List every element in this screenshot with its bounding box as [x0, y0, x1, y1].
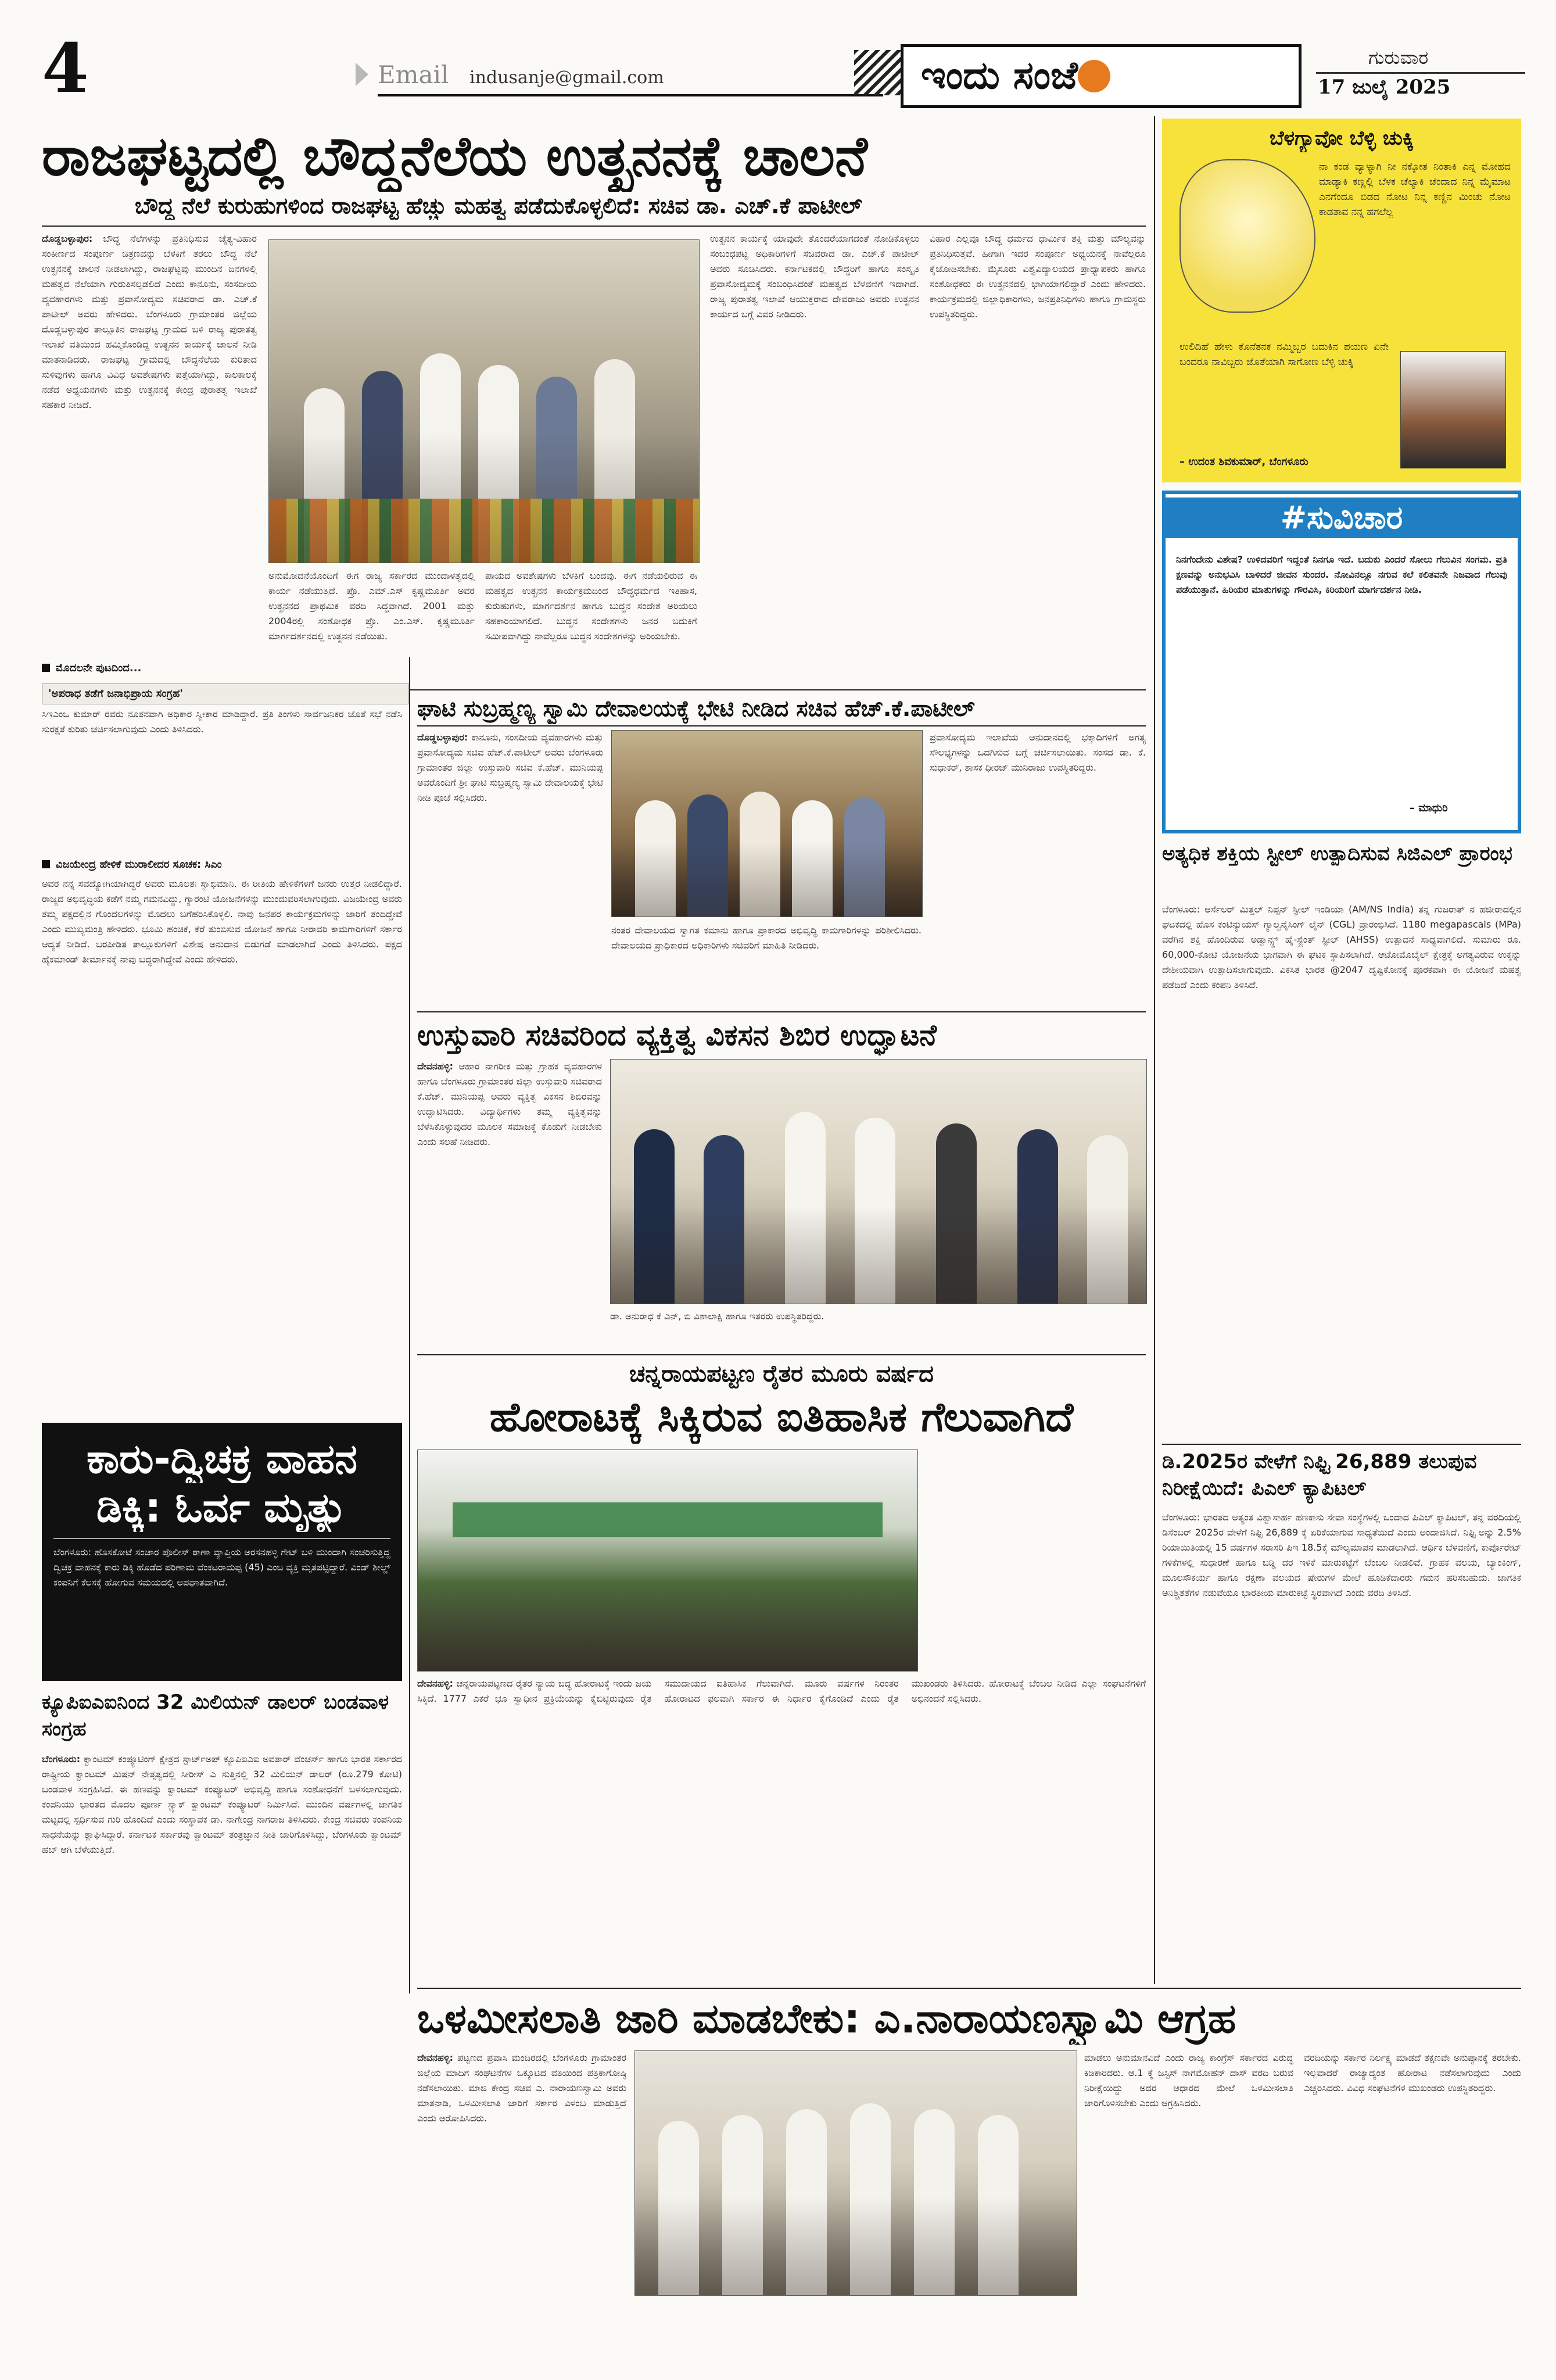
- olameesalathi-col-3: ವರದಿಯನ್ನು ಸರ್ಕಾರ ನಿರ್ಲಕ್ಷ್ಯ ಮಾಡದೆ ತಕ್ಷಣವೇ ಅನುಷ್ಠಾನಕ್ಕೆ ತರಬೇಕು. ಇಲ್ಲವಾದರೆ ರಾಜ್ಯಾದ್ಯಂತ ಹೋರಾಟ ನಡೆಸಲಾಗುವುದು ಎಂದು ಎಚ್ಚರಿಸಿದರು. ವಿವಿಧ ಸಂಘಟನೆಗಳ ಮುಖಂಡರು ಉಪಸ್ಥಿತರಿದ್ದರು.: [1304, 2052, 1521, 2093]
- usthuvari-dateline: ದೇವನಹಳ್ಳಿ:: [417, 1061, 453, 1072]
- channarayapatna-body: [417, 1676, 1146, 1920]
- lead-col-4: ಉತ್ಖನನ ಕಾರ್ಯಕ್ಕೆ ಯಾವುದೇ ತೊಂದರೆಯಾಗದಂತೆ ನೋಡಿಕೊಳ್ಳಲು ಸಂಬಂಧಪಟ್ಟ ಅಧಿಕಾರಿಗಳಿಗೆ ಸಚಿವರಾದ ಡಾ. ಎಚ್.ಕೆ ಪಾಟೀಲ್ ಅವರು ಸೂಚಿಸಿದರು. ಕರ್ನಾಟಕದಲ್ಲಿ ಬೌದ್ಧರಿಗೆ ಹಾಗೂ ಸಂಸ್ಕೃತಿ ಪ್ರವಾಸೋದ್ಯಮಕ್ಕೆ ಸಂಬಂಧಿಸಿದಂತೆ ಮಹತ್ವದ ಬೆಳವಣಿಗೆ ಇದಾಗಿದೆ. ರಾಜ್ಯ ಪುರಾತತ್ವ ಇಲಾಖೆ ಆಯುಕ್ತರಾದ ದೇವರಾಜು ಅವರು ಉತ್ಖನನ ಕಾರ್ಯದ ಬಗ್ಗೆ ವಿವರ ನೀಡಿದರು.: [710, 233, 919, 320]
- paper-name: ಇಂದು ಸಂಜೆ: [921, 53, 1078, 98]
- photo-figure: [658, 2121, 699, 2295]
- bullet-square-icon: [42, 664, 50, 672]
- usthuvari-photo: [610, 1059, 1147, 1304]
- photo-figure: [722, 2115, 763, 2295]
- lead-col-3: ಪಾಯದ ಅವಶೇಷಗಳು ಬೆಳಕಿಗೆ ಬಂದವು. ಈಗ ನಡೆಯಲಿರುವ ಈ ಮಹತ್ವದ ಉತ್ಖನನ ಕಾರ್ಯಕ್ರಮದಿಂದ ಬೌದ್ಧಧರ್ಮದ ಇತಿಹಾಸ, ಕುರುಹುಗಳು, ಮಾರ್ಗದರ್ಶನ ಹಾಗೂ ಬುದ್ಧನ ಸಂದೇಶ ಅರಿಯಲು ಸಹಕಾರಿಯಾಗಲಿದೆ. ಬುದ್ಧನ ಸಂದೇಶಗಳು ಜನರ ಬದುಕಿಗೆ ಸಮೀಪವಾಗಿದ್ದು ನಾವೆಲ್ಲರೂ ಬುದ್ಧನ ಸಂದೇಶಗಳನ್ನು ಅರಿಯಬೇಕು.: [485, 570, 697, 642]
- photo-figure: [634, 1129, 675, 1304]
- left-col-divider: [409, 657, 410, 1994]
- lead-subhead: ಬೌದ್ಧ ನೆಲೆ ಕುರುಹುಗಳಿಂದ ರಾಜಘಟ್ಟ ಹೆಚ್ಚು ಮಹತ್ವ ಪಡೆದುಕೊಳ್ಳಲಿದೆ: ಸಚಿವ ಡಾ. ಎಚ್.ಕೆ ಪಾಟೀಲ್: [135, 193, 862, 219]
- photo-figure: [687, 794, 728, 917]
- usthuvari-body: [417, 1059, 602, 1350]
- photo-figure: [978, 2115, 1019, 2295]
- accident-box: [42, 1423, 402, 1681]
- steel-headline: ಅತ್ಯಧಿಕ ಶಕ್ತಿಯ ಸ್ಟೀಲ್ ಉತ್ಪಾದಿಸುವ ಸಿಜಿಎಲ್ ಪ್ರಾರಂಭ: [1162, 842, 1512, 865]
- qpiai-headline: ಕ್ಯೂಪಿಐಎಐನಿಂದ 32 ಮಿಲಿಯನ್ ಡಾಲರ್ ಬಂಡವಾಳ ಸಂಗ್ರಹ: [42, 1691, 389, 1741]
- email-arrow-icon: [356, 63, 368, 86]
- photo-figure: [786, 2109, 827, 2295]
- masthead-underline: [378, 94, 883, 96]
- bullet-item-2-label: 'ಅಪರಾಧ ತಡೆಗೆ ಜನಾಭಿಪ್ರಾಯ ಸಂಗ್ರಹ': [42, 683, 409, 704]
- bullet-item-1-label[interactable]: ಮೊದಲನೇ ಪುಟದಿಂದ...: [56, 661, 142, 674]
- channarayapatna-body-text: ಚನ್ನರಾಯಪಟ್ಟಣದ ರೈತರ ನ್ಯಾಯ ಬದ್ಧ ಹೋರಾಟಕ್ಕೆ ಇಂದು ಜಯ ಸಿಕ್ಕಿದೆ. 1777 ಎಕರೆ ಭೂ ಸ್ವಾಧೀನ ಪ್ರಕ್ರಿಯೆಯನ್ನು ಕೈಬಿಟ್ಟಿರುವುದು ರೈತ ಸಮುದಾಯದ ಐತಿಹಾಸಿಕ ಗೆಲುವಾಗಿದೆ. ಮೂರು ವರ್ಷಗಳ ನಿರಂತರ ಹೋರಾಟದ ಫಲವಾಗಿ ಸರ್ಕಾರ ಈ ನಿರ್ಧಾರ ಕೈಗೊಂಡಿದೆ ಎಂದು ರೈತ ಮುಖಂಡರು ತಿಳಿಸಿದರು. ಹೋರಾಟಕ್ಕೆ ಬೆಂಬಲ ನೀಡಿದ ಎಲ್ಲಾ ಸಂಘಟನೆಗಳಿಗೆ ಅಭಿನಂದನೆ ಸಲ್ಲಿಸಿದರು.: [417, 1678, 1146, 1704]
- accident-headline-line2: ಡಿಕ್ಕಿ: ಓರ್ವ ಮೃತ್ಯು: [96, 1484, 348, 1531]
- poem-author-photo: [1400, 351, 1506, 468]
- ghati-col-1: [417, 730, 603, 1009]
- photo-figure: [635, 800, 676, 917]
- qpiai-body: [42, 1752, 402, 2350]
- lead-col-1-text: ಬೌದ್ಧ ನೆಲೆಗಳನ್ನು ಪ್ರತಿನಿಧಿಸುವ ಚೈತ್ಯ-ವಿಹಾರ ಸಂಕೀರ್ಣದ ಸಂಪೂರ್ಣ ಚಿತ್ರಣವನ್ನು ಬೆಳಕಿಗೆ ತರಲು ಬೌದ್ಧ ನೆಲೆ ಉತ್ಖನನಕ್ಕೆ ಚಾಲನೆ ನೀಡಲಾಗಿದ್ದು, ರಾಜಘಟ್ಟವು ಮುಂದಿನ ದಿನಗಳಲ್ಲಿ ಮಹತ್ವದ ನೆಲೆಯಾಗಿ ಗುರುತಿಸಲ್ಪಡಲಿದೆ ಎಂದು ಕಾನೂನು, ಸಂಸದೀಯ ವ್ಯವಹಾರಗಳು ಮತ್ತು ಪ್ರವಾಸೋದ್ಯಮ ಸಚಿವರಾದ ಡಾ. ಎಚ್.ಕೆ ಪಾಟೀಲ್ ಅವರು ಹೇಳಿದರು. ಬೆಂಗಳೂರು ಗ್ರಾಮಾಂತರ ಜಿಲ್ಲೆಯ ದೊಡ್ಡಬಳ್ಳಾಪುರ ತಾಲ್ಲೂಕಿನ ರಾಜಘಟ್ಟ ಗ್ರಾಮದ ಬಳಿ ರಾಜ್ಯ ಪುರಾತತ್ವ ಇಲಾಖೆ ವತಿಯಿಂದ ಹಮ್ಮಿಕೊಂಡಿದ್ದ ಉತ್ಖನನ ಕಾರ್ಯಕ್ಕೆ ಚಾಲನೆ ನೀಡಿ ಮಾತನಾಡಿದರು. ರಾಜಘಟ್ಟ ಗ್ರಾಮದಲ್ಲಿ ಬೌದ್ಧನೆಲೆಯ ಕುರಿತಾದ ಸುಳಿವುಗಳು ಹಾಗೂ ವಿವಿಧ ಅವಶೇಷಗಳು ಪತ್ತೆಯಾಗಿದ್ದು, ಕಾಲಕಾಲಕ್ಕೆ ನಡೆದ ಅಧ್ಯಯನಗಳು ಮತ್ತು ಉತ್ಖನನಕ್ಕೆ ಕೇಂದ್ರ ಪುರಾತತ್ವ ಇಲಾಖೆ ಸಹಕಾರ ನೀಡಿದೆ.: [42, 233, 257, 410]
- ghati-bottom-rule: [417, 1011, 1146, 1012]
- page-number: 4: [42, 29, 89, 108]
- photo-figure: [704, 1135, 744, 1304]
- usthuvari-bottom-rule: [417, 1354, 1146, 1355]
- lead-photo: [268, 239, 700, 563]
- photo-figure: [850, 2103, 891, 2295]
- paper-logo-sun-icon: [1078, 60, 1110, 92]
- photo-figure: [1087, 1135, 1128, 1304]
- accident-rule: [53, 1538, 390, 1539]
- qpiai-body-text: ಕ್ವಾಂಟಮ್ ಕಂಪ್ಯೂಟಿಂಗ್ ಕ್ಷೇತ್ರದ ಸ್ಟಾರ್ಟ್ಅಪ್ ಕ್ಯೂಪಿಐಎಐ ಅವತಾರ್ ವೆಂಚರ್ಸ್ ಹಾಗೂ ಭಾರತ ಸರ್ಕಾರದ ರಾಷ್ಟ್ರೀಯ ಕ್ವಾಂಟಮ್ ಮಿಷನ್ ನೇತೃತ್ವದಲ್ಲಿ ಸೀರೀಸ್ ಎ ಸುತ್ತಿನಲ್ಲಿ 32 ಮಿಲಿಯನ್ ಡಾಲರ್ (ರೂ.279 ಕೋಟಿ) ಬಂಡವಾಳ ಸಂಗ್ರಹಿಸಿದೆ. ಈ ಹಣವನ್ನು ಕ್ವಾಂಟಮ್ ಕಂಪ್ಯೂಟರ್ ಅಭಿವೃದ್ಧಿ ಹಾಗೂ ಸಂಶೋಧನೆಗೆ ಬಳಸಲಾಗುವುದು. ಕಂಪನಿಯು ಭಾರತದ ಮೊದಲ ಪೂರ್ಣ ಸ್ಟ್ಯಾಕ್ ಕ್ವಾಂಟಮ್ ಕಂಪ್ಯೂಟರ್ ನಿರ್ಮಿಸಿದೆ. ಮುಂದಿನ ವರ್ಷಗಳಲ್ಲಿ ಜಾಗತಿಕ ಮಟ್ಟದಲ್ಲಿ ಸ್ಪರ್ಧಿಸುವ ಗುರಿ ಹೊಂದಿದೆ ಎಂದು ಸಂಸ್ಥಾಪಕ ಡಾ. ನಾಗೇಂದ್ರ ನಾಗರಾಜ ತಿಳಿಸಿದರು. ಕೇಂದ್ರ ಸಚಿವರು ಕಂಪನಿಯ ಸಾಧನೆಯನ್ನು ಶ್ಲಾಘಿಸಿದ್ದಾರೆ. ಕರ್ನಾಟಕ ಸರ್ಕಾರವು ಕ್ವಾಂಟಮ್ ತಂತ್ರಜ್ಞಾನ ನೀತಿ ಜಾರಿಗೊಳಿಸಿದ್ದು, ಬೆಂಗಳೂರು ಕ್ವಾಂಟಮ್ ಹಬ್ ಆಗಿ ಬೆಳೆಯುತ್ತಿದೆ.: [42, 1753, 402, 1855]
- poem-box: [1162, 119, 1521, 482]
- date: 17 ಜುಲೈ 2025: [1318, 76, 1451, 99]
- weekday: ಗುರುವಾರ: [1368, 46, 1429, 69]
- masthead: [0, 0, 1556, 116]
- poem-author: – ಉದಂತ ಶಿವಕುಮಾರ್, ಬೆಂಗಳೂರು: [1179, 456, 1308, 468]
- paper-name-box: [901, 44, 1302, 108]
- bullet-item-3-label[interactable]: ವಿಜಯೇಂದ್ರ ಹೇಳಿಕೆ ಮುರಾಲೀದರ ಸೂಚಕ: ಸಿಎಂ: [56, 858, 222, 871]
- lead-col-5: ವಿಹಾರ ಎಲ್ಲವೂ ಬೌದ್ಧ ಧರ್ಮದ ಧಾರ್ಮಿಕ ಶಕ್ತಿ ಮತ್ತು ಮೌಲ್ಯವನ್ನು ಪ್ರತಿನಿಧಿಸುತ್ತವೆ. ಹೀಗಾಗಿ ಇದರ ಸಂಪೂರ್ಣ ಅಧ್ಯಯನಕ್ಕೆ ನಾವೆಲ್ಲರೂ ಕೈಜೋಡಿಸಬೇಕು. ಮೈಸೂರು ವಿಶ್ವವಿದ್ಯಾಲಯದ ಪ್ರಾಧ್ಯಾಪಕರು ಹಾಗೂ ಸಂಶೋಧಕರು ಈ ಉತ್ಖನನದಲ್ಲಿ ಭಾಗಿಯಾಗಲಿದ್ದಾರೆ ಎಂದು ಹೇಳಿದರು. ಕಾರ್ಯಕ್ರಮದಲ್ಲಿ ಜಿಲ್ಲಾಧಿಕಾರಿಗಳು, ಜನಪ್ರತಿನಿಧಿಗಳು ಹಾಗೂ ಗ್ರಾಮಸ್ಥರು ಉಪಸ್ಥಿತರಿದ್ದರು.: [930, 233, 1146, 320]
- qpiai-dateline: ಬೆಂಗಳೂರು:: [42, 1753, 81, 1765]
- poem-lines-2: ಉಲಿದಿಹೆ ಹೇಳು ಕೊನೆತನಕ ನಮ್ಮಿಬ್ಬರ ಬದುಕಿನ ಪಯಣ ಏನೇ ಬಂದರೂ ನಾವಿಬ್ಬರು ಜೊತೆಯಾಗಿ ಸಾಗೋಣ ಬೆಳ್ಳಿ ಚುಕ್ಕಿ: [1179, 341, 1389, 368]
- olameesalathi-headline: ಒಳಮೀಸಲಾತಿ ಜಾರಿ ಮಾಡಬೇಕು: ಎ.ನಾರಾಯಣಸ್ವಾಮಿ ಆಗ್ರಹ: [417, 1995, 1236, 2042]
- olameesalathi-dateline: ದೇವನಹಳ್ಳಿ:: [417, 2052, 453, 2063]
- bullet-item-2-text: ಸಿಇಎಂಒ ಕುಮಾರ್ ರವರು ನೂತನವಾಗಿ ಅಧಿಕಾರ ಸ್ವೀಕಾರ ಮಾಡಿದ್ದಾರೆ. ಪ್ರತಿ ತಿಂಗಳು ಸಾರ್ವಜನಿಕರ ಜೊತೆ ಸಭೆ ನಡೆಸಿ ಸುರಕ್ಷತೆ ಕುರಿತು ಚರ್ಚಿಸಲಾಗುವುದು ಎಂದು ತಿಳಿಸಿದರು.: [42, 708, 402, 735]
- bullet-item-1: [42, 659, 402, 677]
- photo-figure: [420, 353, 461, 563]
- pl-headline: ಡಿ.2025ರ ವೇಳೆಗೆ ನಿಫ್ಟಿ 26,889 ತಲುಪುವ ನಿರೀಕ್ಷೆಯಿದೆ: ಪಿಎಲ್ ಕ್ಯಾಪಿಟಲ್: [1162, 1450, 1477, 1500]
- olameesalathi-col-2: ಮಾಡಲು ಅನುಮಾನವಿದೆ ಎಂದು ರಾಜ್ಯ ಕಾಂಗ್ರೆಸ್ ಸರ್ಕಾರದ ವಿರುದ್ಧ ಕಿಡಿಕಾರಿದರು. ಆ.1 ಕ್ಕೆ ಜಸ್ಟಿಸ್ ನಾಗಮೋಹನ್ ದಾಸ್ ವರದಿ ಬರುವ ನಿರೀಕ್ಷೆಯಿದ್ದು ಅದರ ಆಧಾರದ ಮೇಲೆ ಒಳಮೀಸಲಾತಿ ಜಾರಿಗೊಳಿಸಬೇಕು ಎಂದು ಆಗ್ರಹಿಸಿದರು.: [1084, 2052, 1293, 2109]
- channarayapatna-kicker: ಚನ್ನರಾಯಪಟ್ಟಣ ರೈತರ ಮೂರು ವರ್ಷದ: [629, 1361, 934, 1387]
- weekday-underline: [1316, 72, 1525, 74]
- photo-figure: [936, 1123, 977, 1304]
- ghati-photo: [611, 730, 923, 917]
- ghati-dateline: ದೊಡ್ಡಬಳ್ಳಾಪುರ:: [417, 732, 468, 743]
- lead-col-2: ಅನುಮೋದನೆಯೊಂದಿಗೆ ಈಗ ರಾಜ್ಯ ಸರ್ಕಾರದ ಮುಂದಾಳತ್ವದಲ್ಲಿ ಕಾರ್ಯ ನಡೆಯುತ್ತಿದೆ. ಪ್ರೊ. ಎಮ್.ಎಸ್ ಕೃಷ್ಣಮೂರ್ತಿ ಅವರ ಉತ್ಖನನದ ಪ್ರಾಥಮಿಕ ವರದಿ ಸಿದ್ಧವಾಗಿದೆ. 2001 ಮತ್ತು 2004ರಲ್ಲಿ ಸಂಶೋಧಕ ಪ್ರೊ. ಎಂ.ಎಸ್. ಕೃಷ್ಣಮೂರ್ತಿ ಮಾರ್ಗದರ್ಶನದಲ್ಲಿ ಉತ್ಖನನ ನಡೆಯಿತು.: [268, 570, 475, 642]
- photo-figure: [1017, 1129, 1058, 1304]
- ghati-col-2: ನಂತರ ದೇವಾಲಯದ ಸ್ವಾಗತ ಕಮಾನು ಹಾಗೂ ಪ್ರಾಕಾರದ ಅಭಿವೃದ್ಧಿ ಕಾಮಗಾರಿಗಳನ್ನು ಪರಿಶೀಲಿಸಿದರು. ದೇವಾಲಯದ ಪ್ರಾಧಿಕಾರದ ಅಧಿಕಾರಿಗಳು ಸಚಿವರಿಗೆ ಮಾಹಿತಿ ನೀಡಿದರು.: [611, 925, 922, 951]
- ghati-col-3: ಪ್ರವಾಸೋದ್ಯಮ ಇಲಾಖೆಯ ಅನುದಾನದಲ್ಲಿ ಭಕ್ತಾದಿಗಳಿಗೆ ಅಗತ್ಯ ಸೌಲಭ್ಯಗಳನ್ನು ಒದಗಿಸುವ ಬಗ್ಗೆ ಚರ್ಚಿಸಲಾಯಿತು. ಸಂಸದ ಡಾ. ಕೆ. ಸುಧಾಕರ್, ಶಾಸಕ ಧೀರಜ್ ಮುನಿರಾಜು ಉಪಸ್ಥಿತರಿದ್ದರು.: [930, 732, 1146, 773]
- bullet-square-icon: [42, 860, 50, 868]
- photo-figure: [844, 797, 885, 917]
- lead-headline: ರಾಜಘಟ್ಟದಲ್ಲಿ ಬೌದ್ಧನೆಲೆಯ ಉತ್ಖನನಕ್ಕೆ ಚಾಲನೆ: [42, 125, 867, 188]
- photo-figure: [792, 800, 833, 917]
- suvichara-body: ನಿನಗೆಂದೇನು ವಿಶೇಷ? ಉಳಿದವರಿಗೆ ಇದ್ದಂತೆ ನಿನಗೂ ಇದೆ. ಬದುಕು ಎಂದರೆ ಸೋಲು ಗೆಲುವಿನ ಸಂಗಮ. ಪ್ರತಿ ಕ್ಷಣವನ್ನು ಅನುಭವಿಸಿ ಬಾಳಿದರೆ ಜೀವನ ಸುಂದರ. ನೋವಿನಲ್ಲೂ ನಗುವ ಕಲೆ ಕಲಿತವನೇ ನಿಜವಾದ ಗೆಲುವು ಪಡೆಯುತ್ತಾನೆ. ಹಿರಿಯರ ಮಾತುಗಳನ್ನು ಗೌರವಿಸಿ, ಕಿರಿಯರಿಗೆ ಮಾರ್ಗದರ್ಶನ ನೀಡಿ.: [1176, 554, 1507, 595]
- usthuvari-body-text: ಆಹಾರ ನಾಗರೀಕ ಮತ್ತು ಗ್ರಾಹಕ ವ್ಯವಹಾರಗಳ ಹಾಗೂ ಬೆಂಗಳೂರು ಗ್ರಾಮಾಂತರ ಜಿಲ್ಲಾ ಉಸ್ತುವಾರಿ ಸಚಿವರಾದ ಕೆ.ಹೆಚ್. ಮುನಿಯಪ್ಪ ಅವರು ವ್ಯಕ್ತಿತ್ವ ವಿಕಸನ ಶಿಬಿರವನ್ನು ಉದ್ಘಾಟಿಸಿದರು. ವಿದ್ಯಾರ್ಥಿಗಳು ತಮ್ಮ ವ್ಯಕ್ತಿತ್ವವನ್ನು ಬೆಳೆಸಿಕೊಳ್ಳುವುದರ ಮೂಲಕ ಸಮಾಜಕ್ಕೆ ಕೊಡುಗೆ ನೀಡಬೇಕು ಎಂದು ಸಲಹೆ ನೀಡಿದರು.: [417, 1061, 602, 1147]
- masthead-stripes: [854, 50, 901, 95]
- lead-rule: [42, 226, 1146, 227]
- usthuvari-caption: ಡಾ. ಅನುರಾಧ ಕೆ ಎನ್, ಬಿ ವಿಶಾಲಾಕ್ಷಿ ಹಾಗೂ ಇತರರು ಉಪಸ್ಥಿತರಿದ್ದರು.: [610, 1311, 824, 1322]
- channarayapatna-bottom-rule: [417, 1988, 1521, 1989]
- photo-flowers: [269, 499, 699, 563]
- photo-figure: [740, 792, 780, 917]
- olameesalathi-col-1-text: ಪಟ್ಟಣದ ಪ್ರವಾಸಿ ಮಂದಿರದಲ್ಲಿ ಬೆಂಗಳೂರು ಗ್ರಾಮಾಂತರ ಜಿಲ್ಲೆಯ ಮಾದಿಗ ಸಂಘಟನೆಗಳ ಒಕ್ಕೂಟದ ವತಿಯಿಂದ ಪತ್ರಿಕಾಗೋಷ್ಠಿ ನಡೆಸಲಾಯಿತು. ಮಾಜಿ ಕೇಂದ್ರ ಸಚಿವ ಎ. ನಾರಾಯಣಸ್ವಾಮಿ ಅವರು ಮಾತನಾಡಿ, ಒಳಮೀಸಲಾತಿ ಜಾರಿಗೆ ಸರ್ಕಾರ ವಿಳಂಬ ಮಾಡುತ್ತಿದೆ ಎಂದು ಆರೋಪಿಸಿದರು.: [417, 2052, 626, 2124]
- channarayapatna-photo: [417, 1450, 918, 1672]
- steel-body: ಬೆಂಗಳೂರು: ಆರ್ಸೆಲರ್ ಮಿತ್ತಲ್ ನಿಪ್ಪನ್ ಸ್ಟೀಲ್ ಇಂಡಿಯಾ (AM/NS India) ತನ್ನ ಗುಜರಾತ್ ನ ಹಜೀರಾದಲ್ಲಿನ ಘಟಕದಲ್ಲಿ ಹೊಸ ಕಂಟಿನ್ಯುಯಸ್ ಗ್ಯಾಲ್ವನೈಸಿಂಗ್ ಲೈನ್ (CGL) ಪ್ರಾರಂಭಿಸಿದೆ. 1180 megapascals (MPa) ವರೆಗಿನ ಶಕ್ತಿ ಹೊಂದಿರುವ ಅಡ್ವಾನ್ಸ್ಡ್ ಹೈ-ಸ್ಟ್ರೆಂತ್ ಸ್ಟೀಲ್ (AHSS) ಉತ್ಪಾದನೆ ಸಾಧ್ಯವಾಗಲಿದೆ. ಸುಮಾರು ರೂ. 60,000-ಕೋಟಿ ಯೋಜನೆಯ ಭಾಗವಾಗಿ ಈ ಘಟಕ ಸ್ಥಾಪಿಸಲಾಗಿದೆ. ಆಟೋಮೊಬೈಲ್ ಕ್ಷೇತ್ರಕ್ಕೆ ಅಗತ್ಯವಿರುವ ಉಕ್ಕನ್ನು ದೇಶೀಯವಾಗಿ ಉತ್ಪಾದಿಸಲಾಗುವುದು. ವಿಕಸಿತ ಭಾರತ @2047 ದೃಷ್ಟಿಕೋನಕ್ಕೆ ಪೂರಕವಾಗಿ ಈ ಯೋಜನೆ ಮಹತ್ವ ಪಡೆದಿದೆ ಎಂದು ಕಂಪನಿ ತಿಳಿಸಿದೆ.: [1162, 904, 1521, 990]
- pl-body: ಬೆಂಗಳೂರು: ಭಾರತದ ಅತ್ಯಂತ ವಿಶ್ವಾಸಾರ್ಹ ಹಣಕಾಸು ಸೇವಾ ಸಂಸ್ಥೆಗಳಲ್ಲಿ ಒಂದಾದ ಪಿಎಲ್ ಕ್ಯಾಪಿಟಲ್, ತನ್ನ ವರದಿಯಲ್ಲಿ ಡಿಸೆಂಬರ್ 2025ರ ವೇಳೆಗೆ ನಿಫ್ಟಿ 26,889 ಕ್ಕೆ ಏರಿಕೆಯಾಗುವ ಸಾಧ್ಯತೆಯಿದೆ ಎಂದು ಅಂದಾಜಿಸಿದೆ. ನಿಫ್ಟಿ ಅನ್ನು 2.5% ರಿಯಾಯಿತಿಯಲ್ಲಿ 15 ವರ್ಷಗಳ ಸರಾಸರಿ ಪಿಇ 18.5ಕ್ಕೆ ಮೌಲ್ಯಮಾಪನ ಮಾಡಲಾಗಿದೆ. ಆರ್ಥಿಕ ಬೆಳವಣಿಗೆ, ಕಾರ್ಪೊರೇಟ್ ಗಳಿಕೆಗಳಲ್ಲಿ ಸುಧಾರಣೆ ಹಾಗೂ ಬಡ್ಡಿ ದರ ಇಳಿಕೆ ಮಾರುಕಟ್ಟೆಗೆ ಬೆಂಬಲ ನೀಡಲಿವೆ. ಗ್ರಾಹಕ ವಲಯ, ಬ್ಯಾಂಕಿಂಗ್, ಮೂಲಸೌಕರ್ಯ ಹಾಗೂ ರಕ್ಷಣಾ ವಲಯದ ಷೇರುಗಳ ಮೇಲೆ ಹೂಡಿಕೆದಾರರು ಗಮನ ಹರಿಸಬಹುದು. ಜಾಗತಿಕ ಅನಿಶ್ಚಿತತೆಗಳ ನಡುವೆಯೂ ಭಾರತೀಯ ಮಾರುಕಟ್ಟೆ ಸ್ಥಿರವಾಗಿದೆ ಎಂದು ವರದಿ ತಿಳಿಸಿದೆ.: [1162, 1512, 1521, 1598]
- photo-figure: [855, 1118, 895, 1304]
- olameesalathi-photo: [634, 2050, 1077, 2296]
- olameesalathi-col-1: [417, 2050, 626, 2353]
- photo-figure: [362, 371, 403, 563]
- email-label: Email: [378, 60, 449, 89]
- poem-title: ಬೆಳಗ್ಯಾವೋ ಬೆಳ್ಳಿ ಚುಕ್ಕಿ: [1269, 127, 1414, 150]
- accident-headline-line1: ಕಾರು-ದ್ವಿಚಕ್ರ ವಾಹನ: [86, 1435, 357, 1483]
- accident-body: ಬೆಂಗಳೂರು: ಹೊಸಕೋಟೆ ಸಂಚಾರ ಪೊಲೀಸ್ ಠಾಣಾ ವ್ಯಾಪ್ತಿಯ ಅರಸನಹಳ್ಳಿ ಗೇಟ್ ಬಳಿ ಮುಂದಾಗಿ ಸಂಚರಿಸುತ್ತಿದ್ದ ದ್ವಿಚಕ್ರ ವಾಹನಕ್ಕೆ ಕಾರು ಡಿಕ್ಕಿ ಹೊಡೆದ ಪರಿಣಾಮ ವೆಂಕಟರಾಮಪ್ಪ (45) ಎಂಬ ವ್ಯಕ್ತಿ ಮೃತಪಟ್ಟಿದ್ದಾರೆ. ವಿಂಡ್ ಶೀಲ್ಡ್ ಕಂಪನಿಗೆ ಕೆಲಸಕ್ಕೆ ಹೋಗುವ ಸಮಯದಲ್ಲಿ ಅಪಘಾತವಾಗಿದೆ.: [53, 1547, 390, 1588]
- suvichara-box: [1162, 491, 1521, 833]
- photo-figure: [914, 2109, 955, 2295]
- poem-sketch: [1179, 159, 1315, 313]
- photo-figure: [594, 359, 635, 563]
- photo-figure: [785, 1112, 826, 1304]
- channarayapatna-headline: ಹೋರಾಟಕ್ಕೆ ಸಿಕ್ಕಿರುವ ಐತಿಹಾಸಿಕ ಗೆಲುವಾಗಿದೆ: [489, 1393, 1074, 1441]
- photo-figure: [478, 365, 519, 563]
- steel-bottom-rule: [1162, 1444, 1521, 1445]
- bullet-item-3: [42, 854, 402, 874]
- poem-lines: ನಾ ಕಂಡ ವ್ಯಾಳ್ಯಾಗಿ ನೀ ನಕ್ಕೋತ ನಿಂತಾಕಿ ಎನ್ನ ಮೋಹದ ಮಾಡ್ಯಾಕಿ ಕಣ್ಣಲ್ಲಿ ಬೆಳಕ ಚೆಲ್ಯಾಕಿ ಚೆಂದಾದ ನಿನ್ನ ಮೈಮಾಟ ಎನಗೆಂದೂ ಬಿಡದ ನೋಟ ನಿನ್ನ ಕಣ್ಣಿನ ಮಿಂಚು ನೋಟ ಕಾಡತಾವ ನನ್ನ ಹಗಲೆಲ್ಲ: [1319, 161, 1511, 218]
- lead-col-1: [42, 231, 257, 686]
- ghati-col-1-text: ಕಾನೂನು, ಸಂಸದೀಯ ವ್ಯವಹಾರಗಳು ಮತ್ತು ಪ್ರವಾಸೋದ್ಯಮ ಸಚಿವ ಹೆಚ್.ಕೆ.ಪಾಟೀಲ್ ಅವರು ಬೆಂಗಳೂರು ಗ್ರಾಮಾಂತರ ಜಿಲ್ಲಾ ಉಸ್ತುವಾರಿ ಸಚಿವ ಕೆ.ಹೆಚ್. ಮುನಿಯಪ್ಪ ಅವರೊಂದಿಗೆ ಶ್ರೀ ಘಾಟಿ ಸುಬ್ರಹ್ಮಣ್ಯ ಸ್ವಾಮಿ ದೇವಾಲಯಕ್ಕೆ ಭೇಟಿ ನೀಡಿ ಪೂಜೆ ಸಲ್ಲಿಸಿದರು.: [417, 732, 603, 803]
- sidebar-divider: [1154, 116, 1155, 1984]
- lead-dateline: ದೊಡ್ಡಬಳ್ಳಾಪುರ:: [42, 233, 93, 244]
- photo-figure: [304, 388, 345, 563]
- photo-figure: [536, 377, 577, 563]
- photo-banner: [453, 1502, 883, 1537]
- ghati-headline: ಘಾಟಿ ಸುಬ್ರಹ್ಮಣ್ಯ ಸ್ವಾಮಿ ದೇವಾಲಯಕ್ಕೆ ಭೇಟಿ ನೀಡಿದ ಸಚಿವ ಹೆಚ್.ಕೆ.ಪಾಟೀಲ್: [417, 696, 975, 721]
- suvichara-credit: – ಮಾಧುರಿ: [1410, 802, 1448, 814]
- usthuvari-headline: ಉಸ್ತುವಾರಿ ಸಚಿವರಿಂದ ವ್ಯಕ್ತಿತ್ವ ವಿಕಸನ ಶಿಬಿರ ಉದ್ಘಾಟನೆ: [417, 1018, 937, 1052]
- bullet-item-3-text: ಅವರ ನನ್ನ ಸವದ್ಯೋಗಿಯಾಗಿದ್ದರೆ ಅವರು ಮೂಲತಃ ಸ್ವಾಭಿಮಾನಿ. ಈ ರೀತಿಯ ಹೇಳಿಕೆಗಳಿಗೆ ಜನರು ಉತ್ತರ ನೀಡಲಿದ್ದಾರೆ. ರಾಜ್ಯದ ಅಭಿವೃದ್ಧಿಯ ಕಡೆಗೆ ನಮ್ಮ ಗಮನವಿದ್ದು, ಗ್ಯಾರಂಟಿ ಯೋಜನೆಗಳನ್ನು ಮುಂದುವರಿಸಲಾಗುವುದು. ವಿಜಯೇಂದ್ರ ಅವರು ತಮ್ಮ ಪಕ್ಷದಲ್ಲಿನ ಗೊಂದಲಗಳನ್ನು ಮೊದಲು ಬಗೆಹರಿಸಿಕೊಳ್ಳಲಿ. ನಾವು ಜನಪರ ಕಾರ್ಯಕ್ರಮಗಳನ್ನು ಜಾರಿಗೆ ತಂದಿದ್ದೇವೆ ಎಂದು ಮುಖ್ಯಮಂತ್ರಿ ಹೇಳಿದರು. ಭೂಮಿ ಹಂಚಿಕೆ, ಕೆರೆ ತುಂಬಿಸುವ ಯೋಜನೆ ಹಾಗೂ ನೀರಾವರಿ ಕಾಮಗಾರಿಗಳಿಗೆ ಸರ್ಕಾರ ಆದ್ಯತೆ ನೀಡಿದೆ. ಬರಪೀಡಿತ ತಾಲ್ಲೂಕುಗಳಿಗೆ ವಿಶೇಷ ಅನುದಾನ ಬಿಡುಗಡೆ ಮಾಡಲಾಗಿದೆ ಎಂದು ತಿಳಿಸಿದರು. ಪಕ್ಷದ ಹೈಕಮಾಂಡ್ ತೀರ್ಮಾನಕ್ಕೆ ನಾವು ಬದ್ಧರಾಗಿದ್ದೇವೆ ಎಂದು ಹೇಳಿದರು.: [42, 878, 402, 965]
- suvichara-title: #ಸುವಿಚಾರ: [1166, 498, 1518, 538]
- ghati-rule: [417, 725, 1146, 726]
- channarayapatna-dateline: ದೇವನಹಳ್ಳಿ:: [417, 1678, 453, 1689]
- email-address[interactable]: indusanje@gmail.com: [469, 67, 664, 88]
